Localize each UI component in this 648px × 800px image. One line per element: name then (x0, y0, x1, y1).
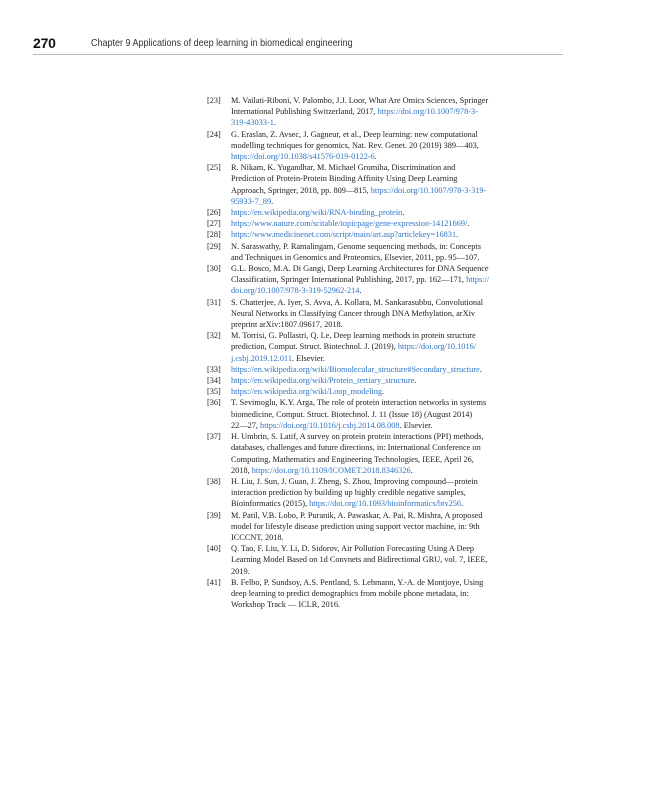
reference-list (207, 95, 565, 610)
reference-text: Approach, Springer, 2018, pp. 809—815, (231, 185, 371, 195)
reference-number: [35] (207, 387, 221, 397)
reference-line (231, 117, 565, 128)
reference-link[interactable]: https://doi.org/10.1109/ICOMET.2018.8346326 (251, 465, 411, 475)
reference-item (207, 241, 565, 263)
reference-text: H. Umbrin, S. Latif, A survey on protein protein interactions (PPI) methods, (231, 432, 484, 442)
reference-text: 2019. (231, 566, 250, 576)
reference-text: . Elsevier. (399, 420, 433, 430)
reference-number: [32] (207, 331, 221, 341)
reference-line (231, 599, 565, 610)
reference-item (207, 162, 565, 207)
reference-line (231, 330, 565, 341)
reference-item (207, 263, 565, 297)
reference-line (231, 588, 565, 599)
reference-line (231, 185, 565, 196)
reference-item (207, 229, 565, 240)
reference-line (231, 196, 565, 207)
reference-link[interactable]: https://en.wikipedia.org/wiki/Loop_modeling (231, 387, 383, 397)
reference-text: T. Sevimoglu, K.Y. Arga, The role of protein interaction networks in systems (231, 398, 487, 408)
reference-item (207, 330, 565, 364)
reference-number: [25] (207, 163, 221, 173)
reference-item (207, 375, 565, 386)
reference-number: [27] (207, 219, 221, 229)
reference-line (231, 375, 565, 386)
reference-text: modelling techniques for genomics, Nat. Rev. Genet. 20 (2019) 389—403, (231, 140, 479, 150)
reference-text: . (461, 499, 464, 509)
reference-line (231, 263, 565, 274)
reference-number: [28] (207, 230, 221, 240)
reference-line (231, 420, 565, 431)
reference-item (207, 386, 565, 397)
running-header (33, 34, 563, 55)
reference-text: . Elsevier. (292, 353, 325, 363)
reference-line (231, 218, 565, 229)
reference-item (207, 431, 565, 476)
reference-text: deep learning to predict demographics from mobile phone metadata, in: (231, 588, 469, 598)
reference-link[interactable]: https://en.wikipedia.org/wiki/Biomolecular_structure#Secondary_structure (231, 364, 480, 374)
reference-link[interactable]: https://doi.org/10.1093/bioinformatics/btv256 (309, 499, 462, 509)
reference-number: [34] (207, 376, 221, 386)
reference-link[interactable]: j.csbj.2019.12.011 (231, 353, 292, 363)
reference-text: H. Liu, J. Sun, J. Guan, J. Zheng, S. Zhou, Improving compound—protein (231, 476, 478, 486)
reference-line (231, 442, 565, 453)
reference-line (231, 285, 565, 296)
reference-text: model for lifestyle disease prediction using support vector machine, in: 9th (231, 521, 480, 531)
reference-line (231, 106, 565, 117)
reference-line (231, 274, 565, 285)
reference-line (231, 207, 565, 218)
reference-line (231, 140, 565, 151)
reference-text: . (479, 364, 482, 374)
reference-line (231, 498, 565, 509)
reference-text: 22—27, (231, 420, 261, 430)
reference-text: Q. Tao, F. Liu, Y. Li, D. Sidorov, Air Pollution Forecasting Using A Deep (231, 544, 475, 554)
reference-line (231, 162, 565, 173)
reference-number: [37] (207, 432, 221, 442)
reference-text: biomedicine, Comput. Struct. Biotechnol. J. 11 (Issue 18) (August 2014) (231, 409, 473, 419)
reference-item (207, 510, 565, 544)
reference-line (231, 129, 565, 140)
reference-text: 2018, (231, 465, 252, 475)
reference-number: [40] (207, 544, 221, 554)
reference-item (207, 129, 565, 163)
reference-text: . (374, 152, 377, 162)
reference-item (207, 476, 565, 510)
reference-number: [29] (207, 241, 221, 251)
reference-line (231, 566, 565, 577)
reference-number: [38] (207, 476, 221, 486)
reference-line (231, 487, 565, 498)
reference-number: [31] (207, 297, 221, 307)
reference-number: [30] (207, 264, 221, 274)
reference-text: Learning Model Based on 1d Convnets and Bidirectional GRU, vol. 7, IEEE, (231, 555, 488, 565)
page-number: 270 (33, 35, 56, 51)
reference-text: . (410, 465, 413, 475)
reference-text: . (271, 196, 274, 206)
reference-line (231, 397, 565, 408)
reference-item (207, 543, 565, 577)
reference-number: [39] (207, 510, 221, 520)
reference-text: Computing, Mathematics and Engineering Technologies, IEEE, April 26, (231, 454, 474, 464)
reference-line (231, 431, 565, 442)
reference-number: [33] (207, 364, 221, 374)
reference-line (231, 532, 565, 543)
running-title: Chapter 9 Applications of deep learning in biomedical engineering (91, 38, 353, 49)
reference-number: [41] (207, 577, 221, 587)
reference-line (231, 297, 565, 308)
reference-text: Classification, Springer International Publishing, 2017, pp. 162—171, (231, 275, 467, 285)
reference-line (231, 465, 565, 476)
reference-item (207, 207, 565, 218)
reference-line (231, 241, 565, 252)
reference-line (231, 554, 565, 565)
reference-text: interaction prediction by building up highly credible negative samples, (231, 488, 466, 498)
reference-text: S. Chatterjee, A. Iyer, S. Avva, A. Kollara, M. Sankarasubbu, Convolutional (231, 297, 484, 307)
reference-text: G. Eraslan, Z. Avsec, J. Gagneur, et al., Deep learning: new computational (231, 129, 478, 139)
reference-link[interactable]: 95933-7_89 (231, 196, 272, 206)
reference-item (207, 397, 565, 431)
reference-text: . (273, 118, 276, 128)
reference-text: Workshop Track — ICLR, 2016. (231, 600, 341, 610)
reference-link[interactable]: https://en.wikipedia.org/wiki/RNA-binding_protein (231, 208, 403, 218)
reference-number: [23] (207, 96, 221, 105)
reference-text: . (456, 230, 459, 240)
reference-number: [24] (207, 129, 221, 139)
reference-line (231, 510, 565, 521)
reference-text: M. Patil, V.B. Lobo, P. Puranik, A. Pawaskar, A. Pai, R. Mishra, A proposed (231, 510, 483, 520)
reference-item (207, 218, 565, 229)
reference-link[interactable]: https:// (466, 275, 490, 285)
reference-link[interactable]: https://doi.org/10.1007/978-3- (377, 107, 478, 117)
reference-line (231, 252, 565, 263)
reference-link[interactable]: https://doi.org/10.1016/ (397, 342, 477, 352)
reference-line (231, 229, 565, 240)
reference-link[interactable]: doi.org/10.1007/978-3-319-52962-214 (231, 286, 360, 296)
reference-text: G.L. Bosco, M.A. Di Gangi, Deep Learning Architectures for DNA Sequence (231, 264, 489, 274)
reference-line (231, 341, 565, 352)
reference-text: ICCCNT, 2018. (231, 532, 284, 542)
reference-text: International Publishing Switzerland, 2017, (231, 107, 378, 117)
reference-text: . (402, 208, 405, 218)
reference-text: R. Nikam, K. Yugandhar, M. Michael Gromiha, Discrimination and (231, 163, 456, 173)
reference-line (231, 95, 565, 106)
reference-item (207, 577, 565, 611)
reference-link[interactable]: 319-43033-1 (231, 118, 274, 128)
reference-line (231, 364, 565, 375)
reference-text: . (467, 219, 470, 229)
reference-line (231, 308, 565, 319)
reference-item (207, 297, 565, 331)
reference-text: N. Saraswathy, P. Ramalingam, Genome sequencing methods, in: Concepts (231, 241, 481, 251)
reference-text: prediction, Comput. Struct. Biotechnol. J. (2019), (231, 342, 398, 352)
reference-item (207, 364, 565, 375)
reference-text: . (414, 376, 417, 386)
reference-text: Prediction of Protein-Protein Binding Affinity Using Deep Learning (231, 174, 458, 184)
reference-text: and Techniques in Genomics and Proteomics, Elsevier, 2011, pp. 95—107. (231, 252, 480, 262)
reference-line (231, 151, 565, 162)
reference-link[interactable]: https://www.medicinenet.com/script/main/art.asp?articlekey=16831 (231, 230, 457, 240)
reference-link[interactable]: https://doi.org/10.1007/978-3-319- (370, 185, 487, 195)
reference-line (231, 454, 565, 465)
reference-link[interactable]: https://en.wikipedia.org/wiki/Protein_tertiary_structure (231, 376, 415, 386)
reference-text: M. Vailati-Riboni, V. Palombo, J.J. Loor, What Are Omics Sciences, Springer (231, 96, 489, 105)
reference-number: [36] (207, 398, 221, 408)
reference-line (231, 543, 565, 554)
reference-line (231, 409, 565, 420)
reference-text: preprint arXiv:1807.09617, 2018. (231, 320, 343, 330)
reference-line (231, 173, 565, 184)
reference-line (231, 386, 565, 397)
reference-item (207, 95, 565, 129)
reference-number: [26] (207, 208, 221, 218)
reference-text: . (359, 286, 362, 296)
reference-text: . (382, 387, 385, 397)
reference-link[interactable]: https://www.nature.com/scitable/topicpage/gene-expression-14121669/ (231, 219, 468, 229)
reference-line (231, 577, 565, 588)
reference-text: Neural Networks in Classifying Cancer through DNA Methylation, arXiv (231, 308, 476, 318)
reference-line (231, 319, 565, 330)
reference-text: Bioinformatics (2015), (231, 499, 310, 509)
reference-line (231, 476, 565, 487)
reference-link[interactable]: https://doi.org/10.1016/j.csbj.2014.08.008 (260, 420, 400, 430)
reference-link[interactable]: https://doi.org/10.1038/s41576-019-0122-6 (231, 152, 375, 162)
reference-text: M. Torrisi, G. Pollastri, Q. Le, Deep learning methods in protein structure (231, 331, 476, 341)
reference-line (231, 353, 565, 364)
reference-text: B. Felbo, P. Sundsoy, A.S. Pentland, S. Lehmann, Y.-A. de Montjoye, Using (231, 577, 484, 587)
reference-text: databases, challenges and future directions, in: International Conference on (231, 443, 481, 453)
reference-line (231, 521, 565, 532)
